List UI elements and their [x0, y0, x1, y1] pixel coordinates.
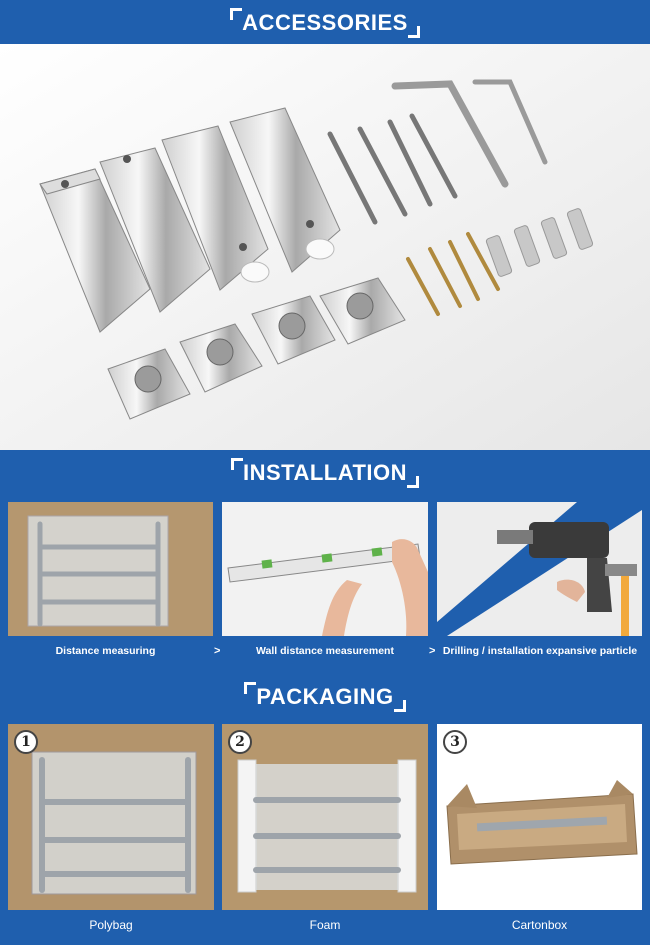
packaging-title: PACKAGING — [256, 684, 394, 709]
bracket-decoration — [394, 700, 406, 712]
packaging-header — [0, 682, 650, 712]
accessories-title: ACCESSORIES — [242, 10, 408, 35]
bracket-decoration — [230, 8, 242, 20]
bracket-decoration — [407, 476, 419, 488]
packaging-label-polybag: Polybag — [89, 918, 133, 932]
step-label-distance-measuring: Distance measuring — [55, 645, 156, 657]
installation-photo-distance-measuring — [8, 502, 213, 636]
number-badge: 3 — [443, 730, 467, 754]
arrow-icon: > — [214, 645, 221, 657]
packaging-photo-foam — [222, 724, 428, 910]
installation-title: INSTALLATION — [242, 460, 408, 485]
bracket-decoration — [244, 682, 256, 694]
number-badge: 1 — [14, 730, 38, 754]
packaging-photo-polybag — [8, 724, 214, 910]
accessories-photo — [0, 44, 650, 450]
step-label-drilling: Drilling / installation expansive particle — [442, 645, 638, 657]
packaging-photo-cartonbox — [437, 724, 642, 910]
arrow-icon: > — [429, 645, 436, 657]
step-label-wall-distance: Wall distance measurement — [256, 645, 394, 657]
packaging-label-foam: Foam — [309, 918, 341, 932]
accessories-illustration — [0, 44, 650, 450]
installation-photo-wall-distance — [222, 502, 428, 636]
bracket-decoration — [231, 458, 243, 470]
installation-photo-drilling — [437, 502, 642, 636]
accessories-header — [0, 8, 650, 38]
bracket-decoration — [408, 26, 420, 38]
number-badge: 2 — [228, 730, 252, 754]
installation-header — [0, 458, 650, 488]
packaging-label-cartonbox: Cartonbox — [511, 918, 568, 932]
